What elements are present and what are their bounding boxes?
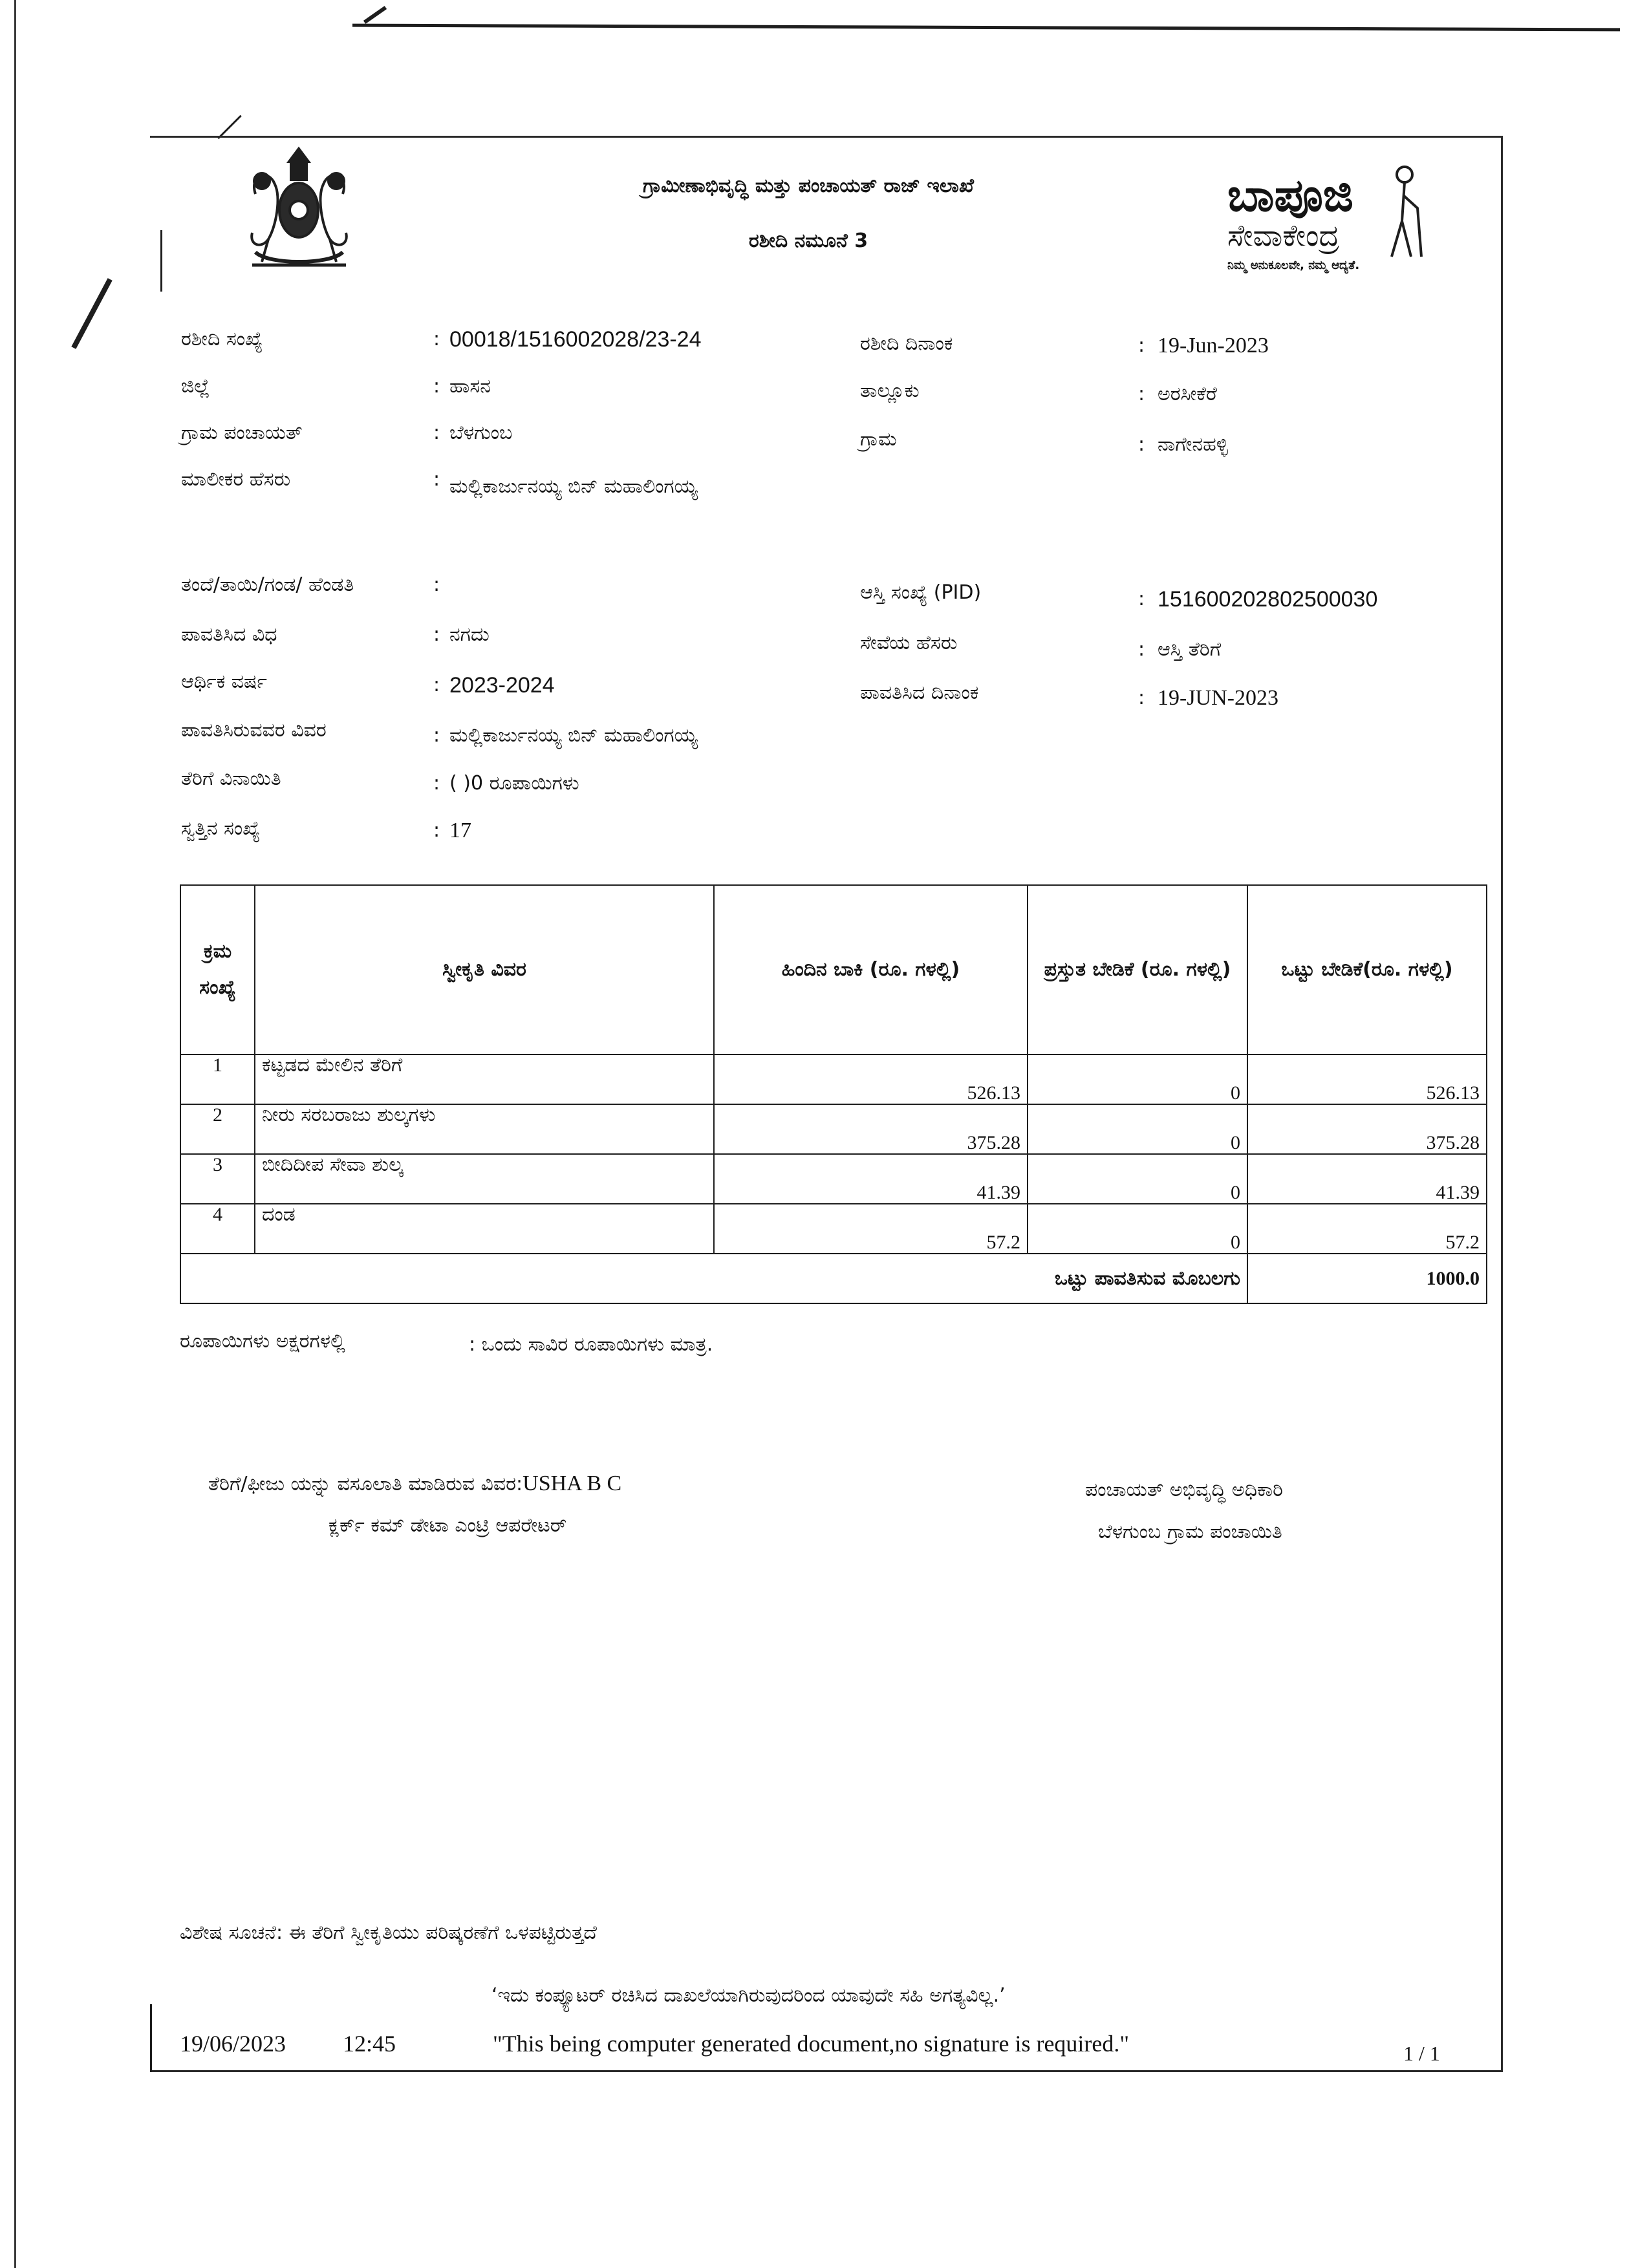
- colon: :: [433, 328, 440, 350]
- row-total: 57.2: [1247, 1204, 1487, 1254]
- colon: :: [1138, 433, 1145, 456]
- table-row: [180, 1154, 1487, 1204]
- paid-date-label: ಪಾವತಿಸಿದ ದಿನಾಂಕ: [860, 681, 979, 704]
- colon: :: [1138, 687, 1145, 709]
- scan-left-mark: [71, 278, 112, 349]
- table-row: [180, 1204, 1487, 1254]
- logo-title: ಬಾಪೂಜಿ: [1227, 169, 1353, 222]
- pid-label: ಆಸ್ತಿ ಸಂಖ್ಯೆ (PID): [860, 581, 982, 604]
- row-prev: 57.2: [714, 1204, 1028, 1254]
- collector-role: ಕ್ಲರ್ಕ್ ಕಮ್ ಡೇಟಾ ಎಂಟ್ರಿ ಆಪರೇಟರ್: [329, 1514, 567, 1537]
- receipt-date-label: ರಶೀದಿ ದಿನಾಂಕ: [860, 332, 953, 355]
- grand-total-value: 1000.0: [1247, 1254, 1487, 1303]
- grand-total-label: ಒಟ್ಟು ಪಾವತಿಸುವ ಮೊಬಲಗು: [180, 1254, 1247, 1303]
- col-header-curr: ಪ್ರಸ್ತುತ ಬೇಡಿಕೆ (ರೂ. ಗಳಲ್ಲಿ): [1028, 885, 1247, 1054]
- relation-label: ತಂದೆ/ತಾಯಿ/ಗಂಡ/ ಹೆಂಡತಿ: [181, 573, 354, 596]
- frame-left-lower: [150, 2004, 152, 2072]
- service-label: ಸೇವೆಯ ಹೆಸರು: [860, 632, 958, 654]
- payer-label: ಪಾವತಿಸಿರುವವರ ವಿವರ: [181, 719, 327, 742]
- payment-mode-label: ಪಾವತಿಸಿದ ವಿಧ: [181, 623, 277, 646]
- table-row: [180, 1054, 1487, 1104]
- collector-name: USHA B C: [523, 1471, 622, 1495]
- row-sl: 3: [180, 1154, 255, 1204]
- row-total: 526.13: [1247, 1054, 1487, 1104]
- collector-line-label: ತೆರಿಗೆ/ಫೀಜು ಯನ್ನು ವಸೂಲಾತಿ ಮಾಡಿರುವ ವಿವರ:: [208, 1473, 523, 1495]
- colon: :: [433, 375, 440, 398]
- gp-value: ಬೆಳಗುಂಬ: [449, 422, 513, 444]
- special-note: ವಿಶೇಷ ಸೂಚನೆ: ಈ ತೆರಿಗೆ ಸ್ವೀಕೃತಿಯು ಪರಿಷ್ಕರಣೆಗೆ ಒಳಪಟ್ಟಿರುತ್ತದೆ: [180, 1921, 597, 1944]
- scan-top-stroke: [352, 24, 1620, 32]
- form-title: ರಶೀದಿ ನಮೂನೆ 3: [748, 230, 868, 252]
- taluk-value: ಅರಸೀಕೆರೆ: [1158, 383, 1217, 405]
- colon: :: [433, 819, 440, 842]
- col-header-prev: ಹಿಂದಿನ ಬಾಕಿ (ರೂ. ಗಳಲ್ಲಿ): [714, 885, 1028, 1054]
- payment-mode-value: ನಗದು: [449, 623, 490, 646]
- row-prev: 41.39: [714, 1154, 1028, 1204]
- row-curr: 0: [1028, 1054, 1247, 1104]
- exemption-value: ( )0 ರೂಪಾಯಿಗಳು: [449, 772, 579, 795]
- gandhi-figure-icon: [1379, 163, 1430, 260]
- receipt-no-value: 00018/1516002028/23-24: [449, 327, 702, 352]
- row-sl: 1: [180, 1054, 255, 1104]
- scan-top-tick: [363, 6, 387, 24]
- row-desc: ದಂಡ: [255, 1204, 714, 1254]
- receipt-date-value: 19-Jun-2023: [1158, 334, 1269, 358]
- colon: :: [433, 724, 440, 747]
- row-sl: 4: [180, 1204, 255, 1254]
- col-header-desc: ಸ್ವೀಕೃತಿ ವಿವರ: [255, 885, 714, 1054]
- colon: :: [433, 422, 440, 444]
- footer-time: 12:45: [343, 2031, 396, 2057]
- row-total: 41.39: [1247, 1154, 1487, 1204]
- col-header-total: ಒಟ್ಟು ಬೇಡಿಕೆ(ರೂ. ಗಳಲ್ಲಿ): [1247, 885, 1487, 1054]
- village-value: ನಾಗೇನಹಳ್ಳಿ: [1158, 433, 1229, 456]
- row-curr: 0: [1028, 1204, 1247, 1254]
- row-desc: ಬೀದಿದೀಪ ಸೇವಾ ಶುಲ್ಕ: [255, 1154, 714, 1204]
- bapuji-logo: [1227, 169, 1447, 286]
- state-emblem-icon: [230, 136, 369, 281]
- colon: :: [433, 623, 440, 646]
- fin-year-label: ಆರ್ಥಿಕ ವರ್ಷ: [181, 670, 267, 693]
- table-header-row: [180, 885, 1487, 1054]
- asset-no-label: ಸ್ವತ್ತಿನ ಸಂಖ್ಯೆ: [181, 817, 261, 840]
- logo-subtitle: ಸೇವಾಕೇಂದ್ರ: [1227, 218, 1340, 253]
- district-value: ಹಾಸನ: [449, 375, 491, 398]
- officer-title: ಪಂಚಾಯತ್ ಅಭಿವೃದ್ಧಿ ಅಧಿಕಾರಿ: [1085, 1479, 1283, 1501]
- department-title: ಗ್ರಾಮೀಣಾಭಿವೃದ್ಧಿ ಮತ್ತು ಪಂಚಾಯತ್ ರಾಜ್ ಇಲಾಖೆ: [643, 175, 974, 197]
- logo-tagline: ನಿಮ್ಮ ಅನುಕೂಲವೇ, ನಮ್ಮ ಆದ್ಯತೆ.: [1227, 259, 1360, 272]
- colon: :: [433, 573, 440, 596]
- footer-date: 19/06/2023: [180, 2031, 286, 2057]
- colon: :: [1138, 588, 1145, 610]
- amount-words-label: ರೂಪಾಯಿಗಳು ಅಕ್ಷರಗಳಲ್ಲಿ: [180, 1330, 345, 1353]
- fin-year-value: 2023-2024: [449, 673, 555, 698]
- colon: :: [433, 468, 440, 491]
- colon: :: [1138, 334, 1145, 357]
- row-curr: 0: [1028, 1104, 1247, 1154]
- officer-office: ಬೆಳಗುಂಬ ಗ್ರಾಮ ಪಂಚಾಯಿತಿ: [1098, 1521, 1282, 1543]
- row-prev: 375.28: [714, 1104, 1028, 1154]
- receipt-table: [180, 884, 1487, 1304]
- owner-value: ಮಲ್ಲಿಕಾರ್ಜುನಯ್ಯ ಬಿನ್ ಮಹಾಲಿಂಗಯ್ಯ: [449, 475, 698, 498]
- row-sl: 2: [180, 1104, 255, 1154]
- colon: :: [433, 674, 440, 696]
- asset-no-value: 17: [449, 818, 471, 842]
- owner-label: ಮಾಲೀಕರ ಹೆಸರು: [181, 468, 291, 491]
- receipt-no-label: ರಶೀದಿ ಸಂಖ್ಯೆ: [181, 328, 263, 350]
- row-curr: 0: [1028, 1154, 1247, 1204]
- colon: :: [1138, 383, 1145, 405]
- taluk-label: ತಾಲ್ಲೂಕು: [860, 380, 920, 402]
- payer-value: ಮಲ್ಲಿಕಾರ್ಜುನಯ್ಯ ಬಿನ್ ಮಹಾಲಿಂಗಯ್ಯ: [449, 724, 698, 747]
- kannada-disclaimer: ‘ಇದು ಕಂಪ್ಯೂಟರ್ ರಚಿಸಿದ ದಾಖಲೆಯಾಗಿರುವುದರಿಂದ ಯಾವುದೇ ಸಹಿ ಅಗತ್ಯವಿಲ್ಲ.’: [491, 1984, 1006, 2007]
- scan-left-edge: [14, 0, 16, 2268]
- gp-label: ಗ್ರಾಮ ಪಂಚಾಯತ್: [181, 422, 303, 444]
- pid-value: 151600202802500030: [1158, 587, 1378, 612]
- frame-left-upper: [160, 230, 162, 292]
- collector-line: [208, 1471, 621, 1497]
- amount-words-value: : ಒಂದು ಸಾವಿರ ರೂಪಾಯಿಗಳು ಮಾತ್ರ.: [469, 1333, 713, 1356]
- table-row: [180, 1104, 1487, 1154]
- row-total: 375.28: [1247, 1104, 1487, 1154]
- paid-date-value: 19-JUN-2023: [1158, 686, 1278, 710]
- district-label: ಜಿಲ್ಲೆ: [181, 375, 210, 398]
- page-number: 1 / 1: [1403, 2042, 1440, 2065]
- grand-total-row: [180, 1254, 1487, 1303]
- exemption-label: ತೆರಿಗೆ ವಿನಾಯಿತಿ: [181, 767, 281, 790]
- row-desc: ಕಟ್ಟಡದ ಮೇಲಿನ ತೆರಿಗೆ: [255, 1054, 714, 1104]
- colon: :: [1138, 638, 1145, 661]
- village-label: ಗ್ರಾಮ: [860, 428, 897, 451]
- english-disclaimer: "This being computer generated document,no signature is required.": [493, 2031, 1130, 2057]
- colon: :: [433, 772, 440, 795]
- row-prev: 526.13: [714, 1054, 1028, 1104]
- service-value: ಆಸ್ತಿ ತೆರಿಗೆ: [1158, 638, 1222, 661]
- row-desc: ನೀರು ಸರಬರಾಜು ಶುಲ್ಕಗಳು: [255, 1104, 714, 1154]
- col-header-sl: ಕ್ರಮ ಸಂಖ್ಯೆ: [180, 885, 255, 1054]
